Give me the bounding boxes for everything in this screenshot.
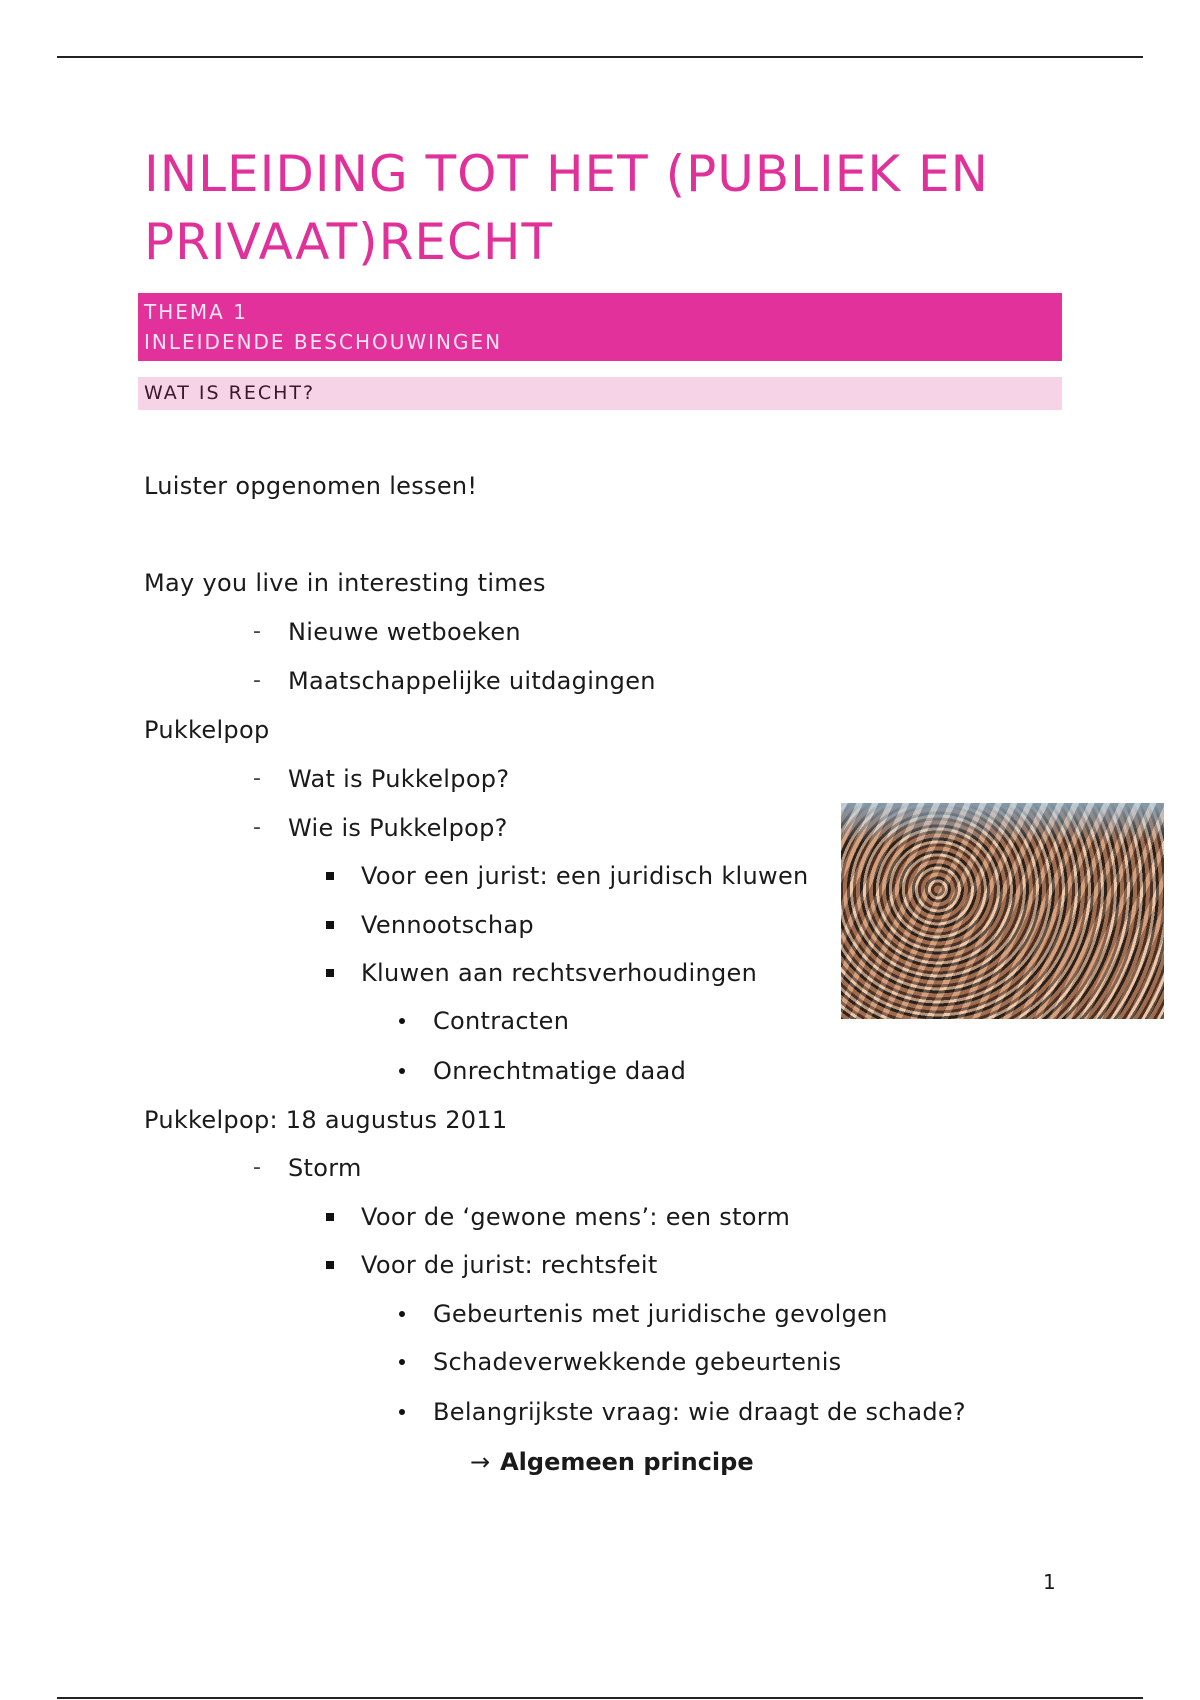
dot-bullet bbox=[399, 1068, 405, 1074]
dot-bullet bbox=[399, 1018, 405, 1024]
theme-title: INLEIDENDE BESCHOUWINGEN bbox=[144, 330, 503, 354]
block2-heading: Pukkelpop bbox=[144, 716, 270, 744]
square-bullet bbox=[326, 1213, 334, 1221]
dot-bullet bbox=[399, 1359, 405, 1365]
dash-bullet: - bbox=[253, 668, 261, 693]
block1-heading: May you live in interesting times bbox=[144, 569, 546, 597]
dot-bullet bbox=[399, 1311, 405, 1317]
square-bullet bbox=[326, 1261, 334, 1269]
page-number: 1 bbox=[1043, 1570, 1056, 1594]
section-heading: WAT IS RECHT? bbox=[138, 377, 1062, 410]
conclusion-line bbox=[470, 1447, 754, 1477]
theme-heading bbox=[138, 293, 1062, 361]
crowd-photo bbox=[841, 803, 1164, 1019]
document-title: INLEIDING TOT HET (PUBLIEK EN PRIVAAT)RECHT bbox=[144, 145, 990, 271]
block3-heading: Pukkelpop: 18 augustus 2011 bbox=[144, 1106, 508, 1134]
theme-number: THEMA 1 bbox=[144, 300, 248, 324]
square-bullet bbox=[326, 872, 334, 880]
right-arrow-icon: → bbox=[470, 1448, 491, 1476]
footer-rule bbox=[57, 1697, 1143, 1699]
intro-text: Luister opgenomen lessen! bbox=[144, 472, 478, 500]
dash-bullet: - bbox=[253, 815, 261, 840]
dash-bullet: - bbox=[253, 766, 261, 791]
dash-bullet: - bbox=[253, 619, 261, 644]
dot-bullet bbox=[399, 1409, 405, 1415]
header-rule bbox=[57, 56, 1143, 58]
square-bullet bbox=[326, 969, 334, 977]
dash-bullet: - bbox=[253, 1155, 261, 1180]
conclusion-text: Algemeen principe bbox=[500, 1448, 754, 1476]
square-bullet bbox=[326, 921, 334, 929]
